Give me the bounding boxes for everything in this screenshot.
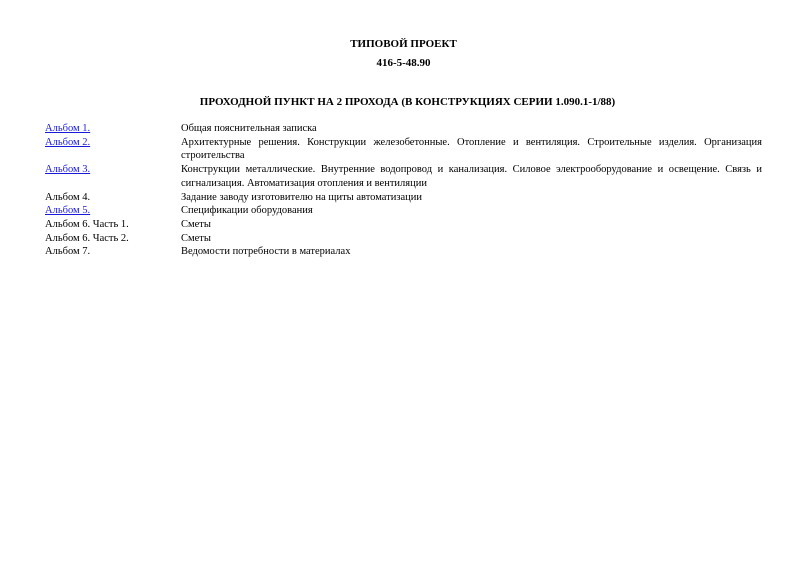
album-row — [45, 163, 762, 190]
album-7-name: Альбом 7. — [45, 246, 91, 258]
album-5-link[interactable]: Альбом 5. — [45, 205, 91, 217]
document-subtitle: ПРОХОДНОЙ ПУНКТ НА 2 ПРОХОДА (В КОНСТРУКЦИЯХ СЕРИИ 1.090.1-1/88) — [199, 96, 616, 108]
album-2-link[interactable]: Альбом 2. — [45, 136, 91, 148]
album-description: Ведомости потребности в материалах — [181, 246, 351, 258]
album-description: Архитектурные решения. Конструкции железобетонные. Отопление и вентиляция. Строительные изделия. Организация строительства — [181, 136, 762, 162]
album-row — [45, 245, 762, 259]
album-description: Сметы — [181, 218, 211, 230]
album-row — [45, 232, 762, 246]
album-description: Общая пояснительная записка — [181, 123, 317, 134]
album-description: Сметы — [181, 232, 211, 244]
album-6-part-2-name: Альбом 6. Часть 2. — [45, 232, 129, 244]
album-name-cell — [45, 136, 181, 163]
album-description: Конструкции металлические. Внутренние водопровод и канализация. Силовое электрооборудование и освещение. Связь и сигнализация. Автоматизация отопления и вентиляции — [181, 164, 762, 189]
album-name-cell — [45, 204, 181, 218]
album-6-part-1-name: Альбом 6. Часть 1. — [45, 218, 129, 230]
album-4-name: Альбом 4. — [45, 191, 91, 203]
album-row — [45, 122, 762, 136]
album-row — [45, 218, 762, 232]
album-row — [45, 136, 762, 163]
album-description: Спецификации оборудования — [181, 205, 313, 217]
album-1-link[interactable]: Альбом 1. — [45, 123, 91, 134]
album-row — [45, 191, 762, 205]
album-name-cell — [45, 122, 181, 136]
album-description: Задание заводу изготовителю на щиты автоматизации — [181, 191, 423, 203]
document-number: 416-5-48.90 — [376, 57, 431, 69]
album-row — [45, 204, 762, 218]
album-name-cell — [45, 163, 181, 190]
album-list — [45, 122, 762, 259]
document-title: ТИПОВОЙ ПРОЕКТ — [350, 38, 457, 50]
album-3-link[interactable]: Альбом 3. — [45, 164, 91, 176]
